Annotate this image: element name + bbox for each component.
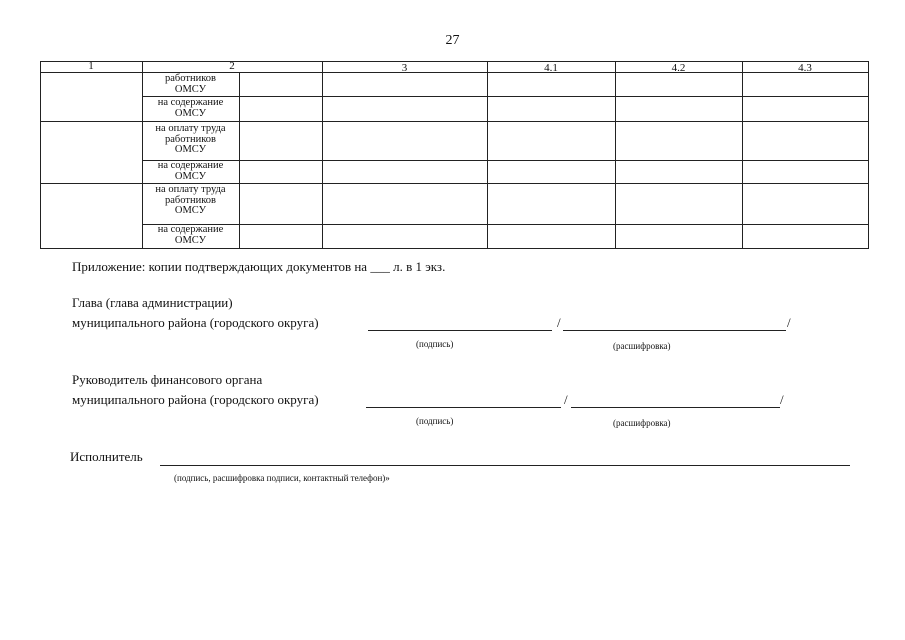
head-slash-right: / — [787, 315, 791, 330]
finance-sign-caption: (подпись) — [416, 416, 454, 426]
head-decode-caption: (расшифровка) — [613, 341, 671, 351]
label-line: ОМСУ — [174, 107, 207, 119]
label-line: работников — [165, 133, 216, 145]
attachment-suffix: л. в 1 экз. — [393, 259, 446, 274]
head-slash-left: / — [557, 315, 561, 330]
page-number: 27 — [445, 33, 460, 48]
table-row-label — [142, 124, 239, 156]
label-line: ОМСУ — [174, 83, 207, 95]
table-header-4-1: 4.1 — [544, 62, 558, 74]
table-col-divider — [487, 61, 488, 249]
table-col-divider — [742, 61, 743, 249]
table-col-divider — [322, 61, 323, 249]
table-header-1: 1 — [88, 60, 94, 72]
label-line: ОМСУ — [174, 170, 207, 182]
table-header-4-2: 4.2 — [671, 62, 686, 74]
finance-decode-line — [571, 407, 780, 408]
head-subtitle: муниципального района (городского округа) — [72, 315, 319, 330]
finance-subtitle: муниципального района (городского округа) — [72, 392, 319, 407]
table-row-divider — [40, 121, 869, 122]
finance-slash-right: / — [780, 392, 784, 407]
executor-line — [160, 465, 850, 466]
head-signature-line — [368, 330, 552, 331]
finance-decode-caption: (расшифровка) — [613, 418, 671, 428]
table-row-label — [142, 74, 239, 95]
finance-signature-line — [366, 407, 561, 408]
table-border-bottom — [40, 248, 869, 249]
table-border-left — [40, 61, 41, 249]
label-line: на оплату труда — [155, 123, 226, 134]
attachment-blank: ___ — [370, 259, 390, 274]
label-line: работников — [165, 73, 216, 84]
label-line: ОМСУ — [174, 234, 207, 246]
table-header-3: 3 — [401, 62, 408, 74]
label-line: на содержание — [157, 224, 224, 235]
attachment-line — [72, 259, 445, 275]
label-line: ОМСУ — [174, 205, 207, 216]
finance-title: Руководитель финансового органа — [72, 372, 263, 387]
label-line: работников — [165, 194, 216, 206]
table-row-label — [142, 161, 239, 182]
table-col-divider — [239, 72, 240, 249]
head-decode-line — [563, 330, 786, 331]
label-line: ОМСУ — [174, 144, 207, 155]
head-sign-caption: (подпись) — [416, 339, 454, 349]
table-row-label — [142, 98, 239, 119]
table-header-4-3: 4.3 — [798, 62, 812, 74]
label-line: на содержание — [157, 160, 224, 171]
table-subrow-divider — [142, 224, 869, 225]
table-row-label — [142, 185, 239, 217]
table-col-divider — [615, 61, 616, 249]
table-row-label — [142, 225, 239, 246]
executor-caption: (подпись, расшифровка подписи, контактный телефон)» — [174, 473, 390, 483]
label-line: на содержание — [157, 97, 224, 108]
table-header-2: 2 — [229, 60, 235, 72]
table-subrow-divider — [142, 96, 869, 97]
executor-label: Исполнитель — [70, 449, 143, 464]
head-title: Глава (глава администрации) — [72, 295, 233, 310]
table-subrow-divider — [142, 160, 869, 161]
finance-slash-left: / — [564, 392, 568, 407]
label-line: на оплату труда — [155, 184, 226, 195]
attachment-prefix: Приложение: копии подтверждающих документов на — [72, 259, 368, 274]
table-border-right — [868, 61, 869, 249]
